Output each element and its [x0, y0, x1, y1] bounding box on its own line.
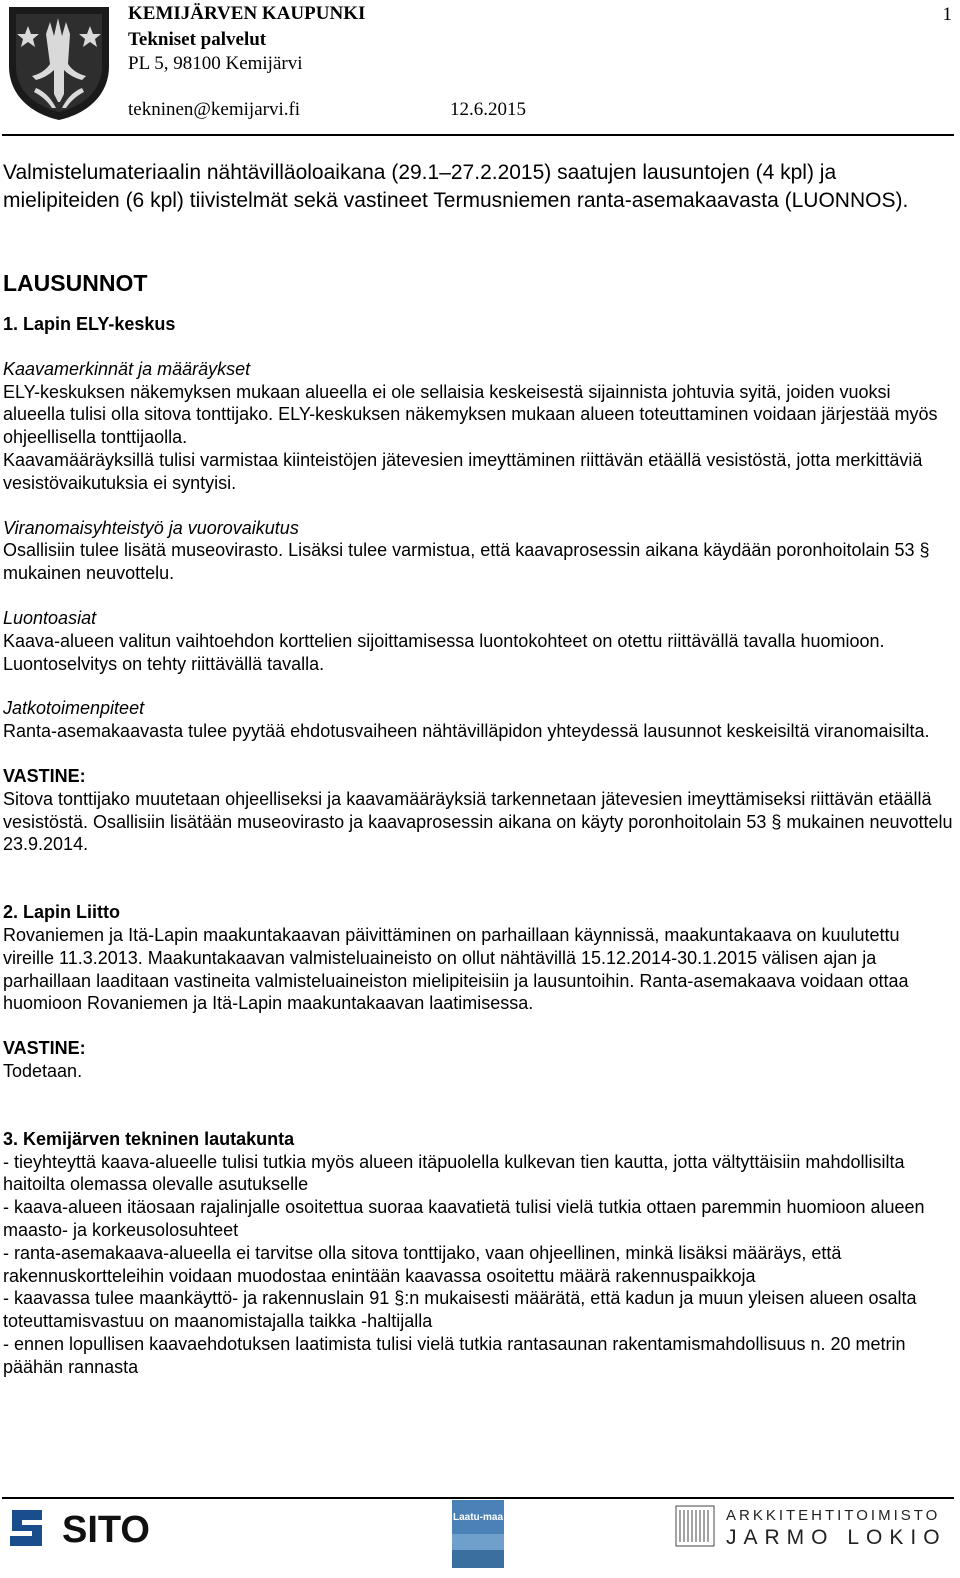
bullet-item: - kaavassa tulee maankäyttö- ja rakennuslain 91 §:n mukaisesti määrätä, että kadun ja muun yleisen alueen osalta toteuttamisvastuu on maanomistajalla taikka -haltijalla: [3, 1288, 917, 1332]
subheading: Luontoasiat: [3, 607, 97, 628]
document-date: 12.6.2015: [450, 99, 526, 120]
department-name: Tekniset palvelut: [128, 29, 267, 50]
organization-name: KEMIJÄRVEN KAUPUNKI: [128, 3, 366, 24]
statement-lapin-liitto: [3, 901, 955, 1083]
sito-logo: [4, 1500, 174, 1552]
paragraph: ELY-keskuksen näkemyksen mukaan alueella ei ole sellaisia keskeisestä sijainnista johtuvia syitä, joiden vuoksi alueella tulisi olla sitova tonttijako. ELY-keskuksen näkemyksen mukaan alueen toteuttaminen voidaan järjestää myös ohjeellisella tonttijaolla.: [3, 381, 938, 448]
paragraph: Ranta-asemakaavasta tulee pyytää ehdotusvaiheen nähtävilläpidon yhteydessä lausunnot keskeisiltä viranomaisilta.: [3, 721, 930, 742]
coat-of-arms-icon: [6, 4, 112, 122]
bullet-item: - ennen lopullisen kaavaehdotuksen laatimista tulisi vielä tutkia rantasaunan rakentamismahdollisuus n. 20 metrin päähän rannasta: [3, 1333, 906, 1377]
statement-title: 3. Kemijärven tekninen lautakunta: [3, 1128, 295, 1149]
page-number: 1: [942, 4, 952, 25]
response-text: Todetaan.: [3, 1060, 83, 1081]
response-label: VASTINE:: [3, 765, 86, 786]
architect-office-line2: JARMO LOKIO: [726, 1526, 947, 1549]
document-intro: Valmistelumateriaalin nähtävilläoloaikana (29.1–27.2.2015) saatujen lausuntojen (4 kpl) ja mielipiteiden (6 kpl) tiivistelmät sekä vastineet Termusniemen ranta-asemakaavasta (LUONNOS).: [3, 161, 909, 212]
bullet-item: - ranta-asemakaava-alueella ei tarvitse olla sitova tonttijako, vaan ohjeellinen, minkä lisäksi määräys, että rakennuskortteleihin voidaan muodostaa enintään kaavassa osoitettu määrä rakennuspaikkoja: [3, 1242, 842, 1286]
header-divider: [2, 134, 954, 136]
statement-ely: [3, 313, 955, 856]
subheading: Kaavamerkinnät ja määräykset: [3, 358, 251, 379]
sito-logo-text: SITO: [62, 1509, 150, 1551]
subheading: Viranomaisyhteistyö ja vuorovaikutus: [3, 517, 299, 538]
email-address: tekninen@kemijarvi.fi: [128, 99, 301, 120]
laatumaa-logo: [452, 1500, 504, 1568]
paragraph: Osallisiin tulee lisätä museovirasto. Lisäksi tulee varmistua, että kaavaprosessin aikana käydään poronhoitolain 53 § mukainen neuvottelu.: [3, 540, 930, 584]
paragraph: Kaavamääräyksillä tulisi varmistaa kiinteistöjen jätevesien imeyttäminen riittävän etäällä vesistöstä, jotta merkittäviä vesistövaikutuksia ei syntyisi.: [3, 449, 923, 493]
laatumaa-logo-text: Laatu-maa: [452, 1512, 504, 1523]
bullet-item: - tieyhteyttä kaava-alueelle tulisi tutkia myös alueen itäpuolella kulkevan tien kautta, jotta vältyttäisiin mahdollisilta haitoilta olemassa olevalle asutukselle: [3, 1151, 905, 1195]
subheading: Jatkotoimenpiteet: [3, 698, 145, 719]
architect-office-logo: [672, 1500, 954, 1552]
statement-title: 2. Lapin Liitto: [3, 902, 120, 923]
section-heading: LAUSUNNOT: [3, 270, 148, 296]
document-body: [3, 159, 955, 1378]
paragraph: Kaava-alueen valitun vaihtoehdon korttelien sijoittamisessa luontokohteet on otettu riittävällä tavalla huomioon. Luontoselvitys on tehty riittävällä tavalla.: [3, 630, 885, 674]
statement-tekninen-lautakunta: [3, 1128, 955, 1379]
architect-office-line1: ARKKITEHTITOIMISTO: [726, 1507, 941, 1524]
response-label: VASTINE:: [3, 1038, 86, 1059]
footer-divider: [2, 1497, 954, 1499]
bullet-item: - kaava-alueen itäosaan rajalinjalle osoitettua suoraa kaavatietä tulisi vielä tutkia ottaen paremmin huomioon alueen maasto- ja korkeusolosuhteet: [3, 1197, 925, 1240]
statement-title: 1. Lapin ELY-keskus: [3, 314, 176, 334]
response-text: Sitova tonttijako muutetaan ohjeelliseksi ja kaavamääräyksiä tarkennetaan jätevesien imeyttämiseksi riittävän etäällä vesistöstä. Osallisiin lisätään museovirasto ja kaavaprosessin aikana on käyty poronhoitolain 53 § mukainen neuvottelu 23.9.2014.: [3, 788, 953, 855]
postal-address: PL 5, 98100 Kemijärvi: [128, 53, 303, 74]
paragraph: Rovaniemen ja Itä-Lapin maakuntakaavan päivittäminen on parhaillaan käynnissä, maakuntakaava on kuulutettu vireille 11.3.2013. Maakuntakaavan valmisteluaineisto on ollut nähtävillä 15.12.2014-30.1.2015 välisen ajan ja parhaillaan laaditaan vastineita valmisteluaineiston mielipiteisiin ja lausuntoihin. Ranta-asemakaava voidaan ottaa huomioon Rovaniemen ja Itä-Lapin maakuntakaavan laatimisessa.: [3, 924, 909, 1014]
